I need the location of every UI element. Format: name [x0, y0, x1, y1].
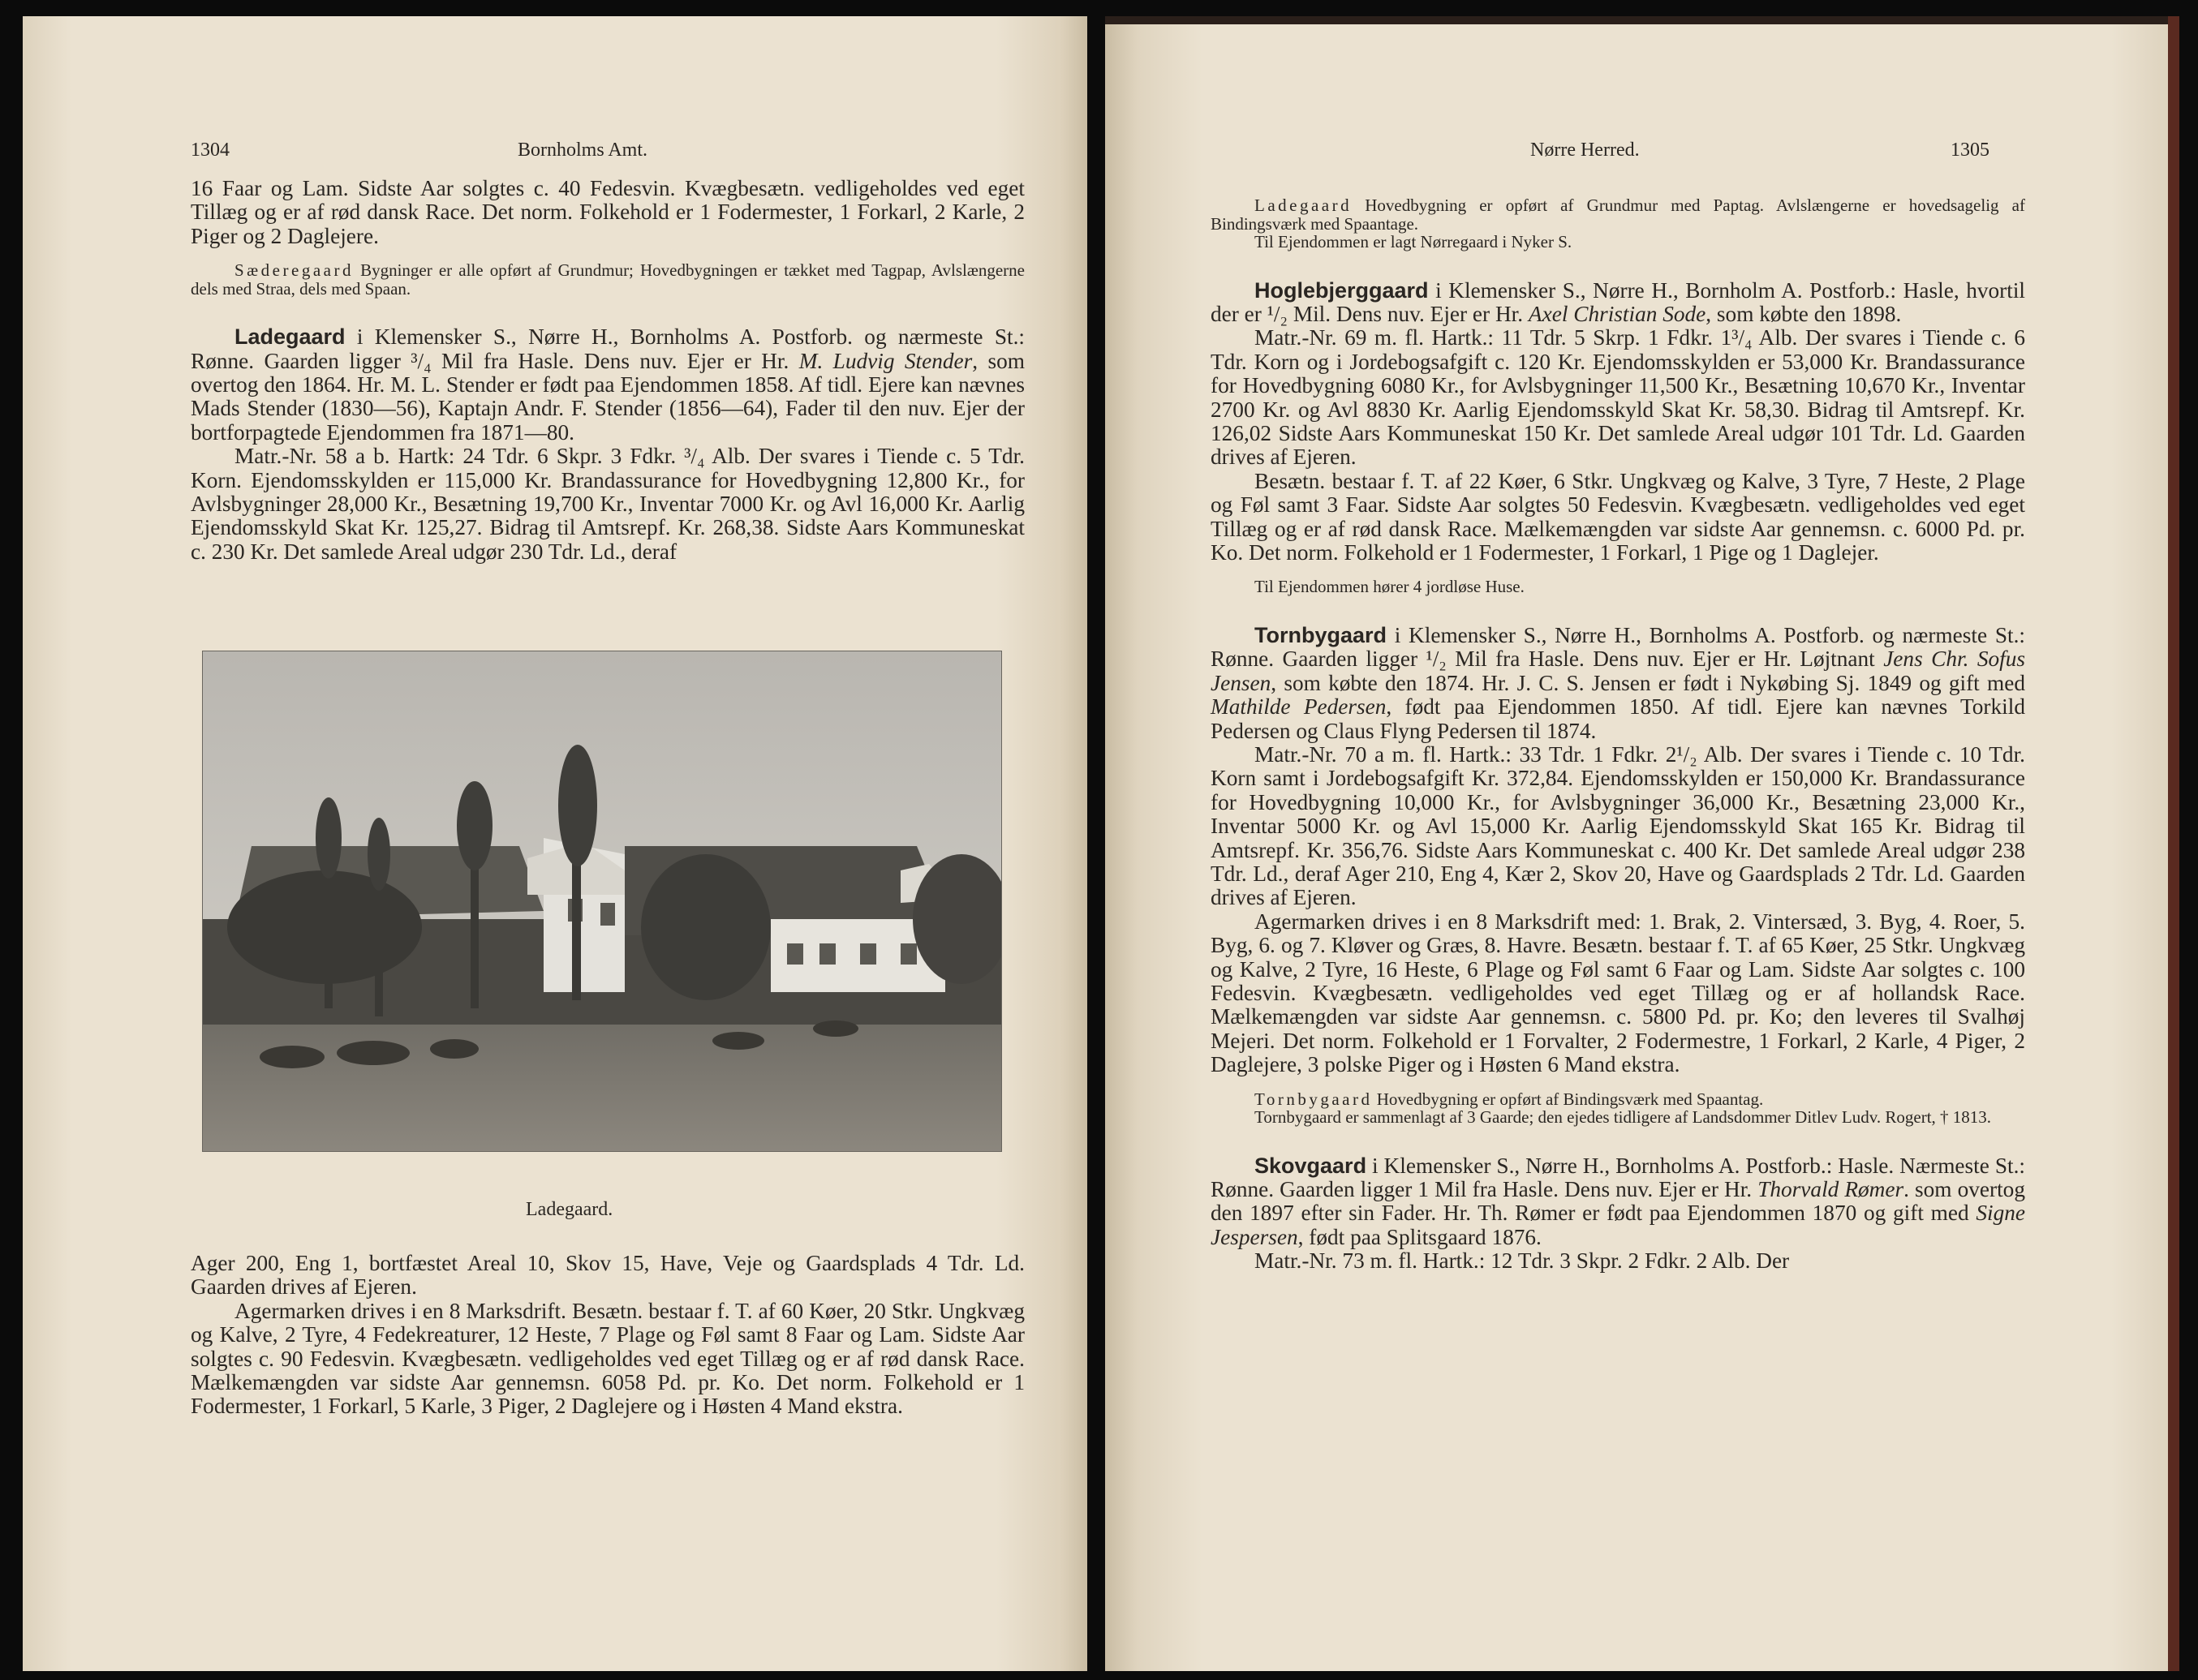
farm-photo-illustration: [203, 651, 1002, 1152]
footnote: Tornbygaard er sammenlagt af 3 Gaarde; den ejedes tidligere af Landsdommer Ditlev Ludv. Rogert, † 1813.: [1254, 1107, 1992, 1128]
book-edge: [2168, 16, 2179, 1671]
paragraph: Agermarken drives i en 8 Marksdrift med: 1. Brak, 2. Vintersæd, 3. Byg, 4. Roer, 5. Byg, 6. og 7. Kløver og Græs, 8. Havre. Besætn. bestaar f. T. af 65 Køer, 25 Stkr. Ungkvæg og Kalve, 2 Tyre, 16 Heste, 6 Plage og Føl samt 6 Faar og Lam. Sidste Aar solgtes c. 100 Fedesvin. Kvægbesætn. vedligeholdes ved eget Tillæg og er af hollandsk Race. Mælkemængden var sidste Aar gennemsn. c. 5800 Pd. pr. Ko; den leveres til Svalhøj Mejeri. Det norm. Folkehold er 1 Forvalter, 2 Fodermestre, 1 Forkarl, 2 Karle, 4 Piger, 2 Daglejere, 3 polske Piger og i Høsten 6 Mand ekstra.: [1211, 909, 2025, 1077]
paragraph: Agermarken drives i en 8 Marksdrift. Besætn. bestaar f. T. af 60 Køer, 20 Stkr. Ungkvæg og Kalve, 2 Tyre, 4 Fedekreaturer, 12 Heste, 7 Plage og Føl samt 8 Faar og Lam. Sidste Aar solgtes c. 90 Fedesvin. Kvægbesætn. vedligeholdes ved eget Tillæg og er af rød dansk Race. Mælkemængden var sidste Aar gennemsn. 6058 Pd. pr. Ko. Det norm. Folkehold er 1 Fodermester, 1 Forkarl, 5 Karle, 3 Piger, 2 Daglejere og i Høsten 4 Mand ekstra.: [191, 1298, 1025, 1419]
photo-caption: Ladegaard.: [526, 1199, 613, 1220]
left-page: [23, 16, 1087, 1671]
right-text: [1211, 196, 2025, 1274]
footnote: Ladegaard Hovedbygning er opført af Grundmur med Paptag. Avlslængerne er hovedsagelig af Bindingsværk med Spaantage.: [1211, 195, 2025, 234]
right-page: [1105, 16, 2170, 1671]
footnote: Til Ejendommen hører 4 jordløse Huse.: [1254, 577, 1525, 597]
entry-title: Tornbygaard: [1254, 622, 1387, 647]
photo-ladegaard: [202, 651, 1002, 1152]
entry-tornbygaard: Tornbygaard i Klemensker S., Nørre H., Bornholms A. Postforb. og nærmeste St.: Rønne. Gaarden ligger ¹/₂ Mil fra Hasle. Dens nuv. Ejer er Hr. Løjtnant Jens Chr. Sofus Jensen, som købte den 1874. Hr. J. C. S. Jensen er født i Nykøbing Sj. 1849 og gift med Mathilde Pedersen, født paa Ejendommen 1850. Af tidl. Ejere kan nævnes Torkild Pedersen og Claus Flyng Pedersen til 1874.: [1211, 622, 2025, 743]
footnote: Til Ejendommen er lagt Nørregaard i Nyker S.: [1254, 232, 1572, 251]
paragraph: Matr.-Nr. 70 a m. fl. Hartk.: 33 Tdr. 1 Fdkr. 2¹/₂ Alb. Der svares i Tiende c. 10 Tdr. Korn samt i Jordebogsafgift Kr. 372,84. Ejendomsskylden er 150,000 Kr. Brandassurance for Hovedbygning 10,000 Kr., for Avlsbygninger 36,000 Kr., Besætning 23,000 Kr., Inventar 5000 Kr. og Avl 15,000 Kr. Aarlig Ejendomsskyld Skat 165 Kr. Bidrag til Amtsrepf. Kr. 356,76. Sidste Aars Kommuneskat c. 400 Kr. Det samlede Areal udgør 238 Tdr. Ld., deraf Ager 210, Eng 4, Kær 2, Skov 20, Have og Gaardsplads 2 Tdr. Ld. Gaarden drives af Ejeren.: [1211, 741, 2025, 910]
entry-ladegaard: Ladegaard i Klemensker S., Nørre H., Bornholms A. Postforb. og nærmeste St.: Rønne. Gaarden ligger ³/₄ Mil fra Hasle. Dens nuv. Ejer er Hr. M. Ludvig Stender, som overtog den 1864. Hr. M. L. Stender er født paa Ejendommen 1858. Af tidl. Ejere kan nævnes Mads Stender (1830—56), Kaptajn Andr. F. Stender (1856—64), Fader til den nuv. Ejer der bortforpagtede Ejendommen fra 1871—80.: [191, 324, 1025, 445]
paragraph: Matr.-Nr. 73 m. fl. Hartk.: 12 Tdr. 3 Skpr. 2 Fdkr. 2 Alb. Der: [1254, 1248, 1790, 1274]
paragraph: 16 Faar og Lam. Sidste Aar solgtes c. 40 Fedesvin. Kvægbesætn. vedligeholdes ved eget Tillæg og er af rød dansk Race. Det norm. Folkehold er 1 Fodermester, 1 Forkarl, 2 Karle, 2 Piger og 2 Daglejere.: [191, 176, 1025, 248]
paragraph: Ager 200, Eng 1, bortfæstet Areal 10, Skov 15, Have, Veje og Gaardsplads 4 Tdr. Ld. Gaarden drives af Ejeren.: [191, 1251, 1025, 1300]
left-text-bottom: [191, 1252, 1025, 1419]
entry-skovgaard: Skovgaard i Klemensker S., Nørre H., Bornholms A. Postforb.: Hasle. Nærmeste St.: Rønne. Gaarden ligger 1 Mil fra Hasle. Dens nuv. Ejer er Hr. Thorvald Rømer. som overtog den 1897 efter sin Fader. Hr. Th. Rømer er født paa Ejendommen 1870 og gift med Signe Jespersen, født paa Splitsgaard 1876.: [1211, 1153, 2025, 1249]
footnote: Tornbygaard Hovedbygning er opført af Bindingsværk med Spaantag.: [1254, 1089, 1764, 1109]
page-number-right: 1305: [1951, 140, 1989, 161]
entry-title: Skovgaard: [1254, 1153, 1367, 1178]
entry-title: Hoglebjerggaard: [1254, 277, 1429, 303]
paragraph: Matr.-Nr. 58 a b. Hartk: 24 Tdr. 6 Skpr. 3 Fdkr. ³/₄ Alb. Der svares i Tiende c. 5 Tdr. Korn. Ejendomsskylden er 115,000 Kr. Brandassurance for Hovedbygning 12,800 Kr., for Avlsbygninger 28,000 Kr., Besætning 19,700 Kr., Inventar 7000 Kr. og Avl 16,000 Kr. Aarlig Ejendomsskyld Skat Kr. 125,27. Bidrag til Amtsrepf. Kr. 268,38. Sidste Aars Kommuneskat c. 230 Kr. Det samlede Areal udgør 230 Tdr. Ld., deraf: [191, 444, 1025, 564]
page-number-left: 1304: [191, 140, 230, 161]
footnote: Sæderegaard Bygninger er alle opført af Grundmur; Hovedbygningen er tækket med Tagpap, Avlslængerne dels med Straa, dels med Spaan.: [191, 260, 1025, 299]
running-head-right: Nørre Herred.: [1530, 140, 1640, 161]
paragraph: Matr.-Nr. 69 m. fl. Hartk.: 11 Tdr. 5 Skrp. 1 Fdkr. 1³/₄ Alb. Der svares i Tiende c. 6 Tdr. Korn og i Jordebogsafgift c. 120 Kr. Ejendomsskylden er 53,000 Kr. Brandassurance for Hovedbygning 6080 Kr., for Avlsbygninger 11,500 Kr., Besætning 10,670 Kr., Inventar 2700 Kr. og Avl 8830 Kr. Aarlig Ejendomsskyld Skat Kr. 58,30. Bidrag til Amtsrepf. Kr. 126,02 Sidste Aars Kommuneskat 150 Kr. Det samlede Areal udgør 101 Tdr. Ld. Gaarden drives af Ejeren.: [1211, 325, 2025, 470]
running-head-left: Bornholms Amt.: [518, 140, 648, 161]
entry-hoglebjerggaard: Hoglebjerggaard i Klemensker S., Nørre H., Bornholm A. Postforb.: Hasle, hvortil der er ¹/₂ Mil. Dens nuv. Ejer er Hr. Axel Christian Sode, som købte den 1898.: [1211, 277, 2025, 326]
paragraph: Besætn. bestaar f. T. af 22 Køer, 6 Stkr. Ungkvæg og Kalve, 3 Tyre, 7 Heste, 2 Plage og Føl samt 3 Faar. Sidste Aar solgtes 50 Fedesvin. Kvægbesætn. vedligeholdes ved eget Tillæg og er af rød dansk Race. Mælkemængden var sidste Aar gennemsn. c. 6000 Pd. pr. Ko. Det norm. Folkehold er 1 Fodermester, 1 Forkarl, 1 Pige og 1 Daglejer.: [1211, 468, 2025, 565]
entry-title: Ladegaard: [234, 324, 346, 350]
left-text-top: [191, 177, 1025, 564]
